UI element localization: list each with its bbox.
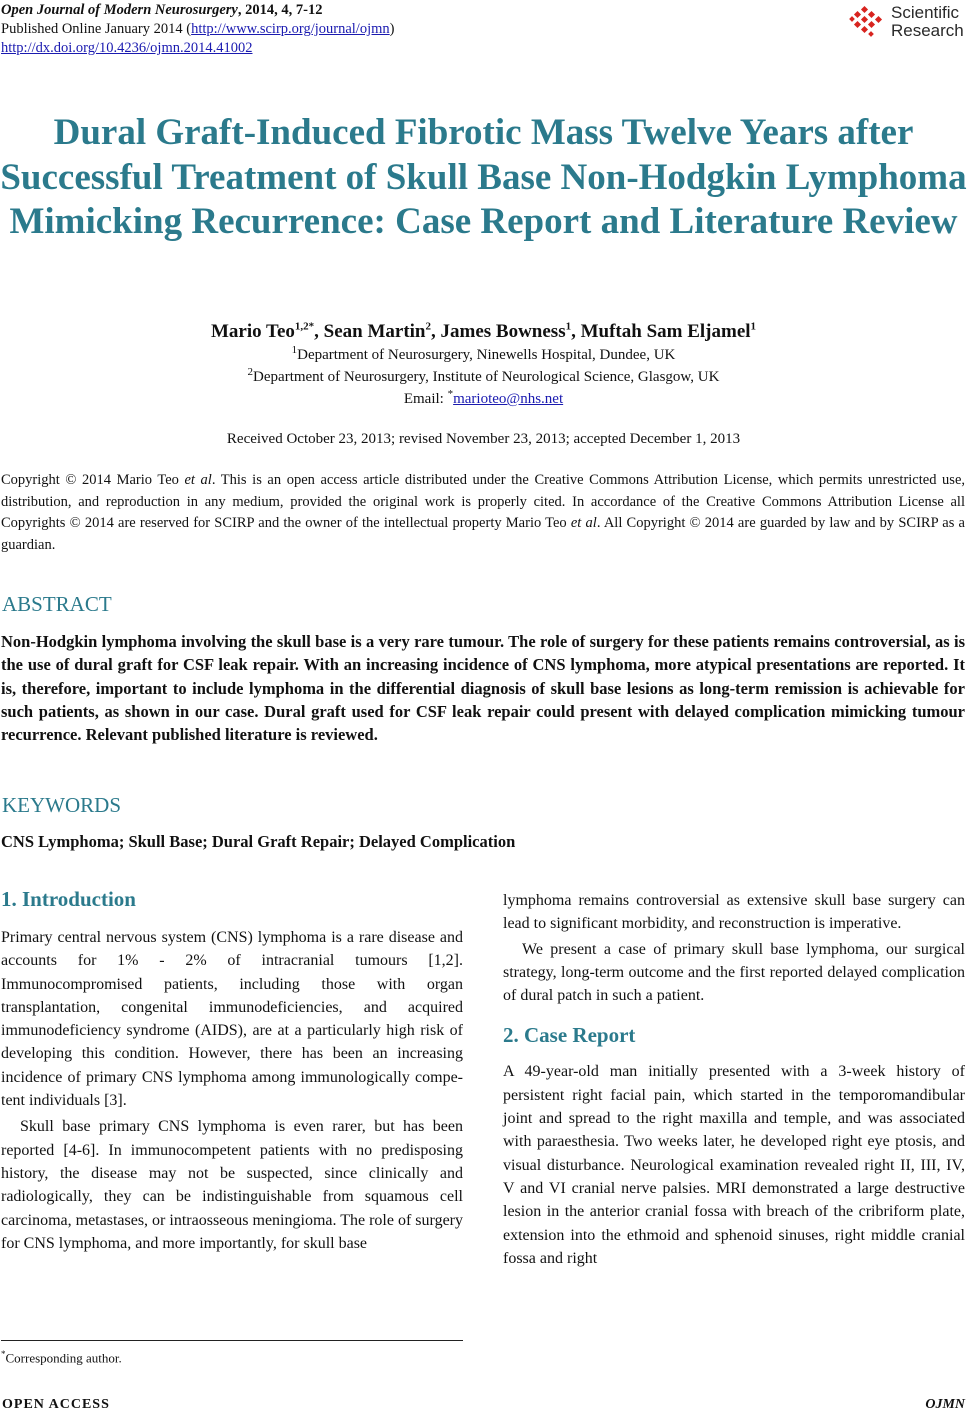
copyright-text: . This is an open access article distributed under the Creative Commons Attribution License, which permits unrestricted use, distribution, and reproduction in any medium, provided the original work is properly cited. In accordance of the Creative Commons Attribution License all Copyrights © 2014 are reserved for SCIRP and the owner of the intellectual property Mario Teo — [1, 472, 966, 531]
published-suffix: ) — [389, 21, 395, 37]
affiliation-mark: 1 — [291, 344, 298, 356]
publisher-logo-icon — [849, 4, 885, 40]
affiliation-mark: 2 — [247, 366, 254, 378]
affiliation-text: Department of Neurosurgery, Institute of Neurological Science, Glasgow, UK — [253, 369, 720, 385]
email-label: Email: — [403, 391, 448, 407]
journal-citation — [1, 1, 395, 20]
doi-link[interactable]: http://dx.doi.org/10.4236/ojmn.2014.41002 — [1, 40, 253, 56]
author-affiliation-mark: 1 — [750, 320, 757, 333]
left-column — [1, 886, 463, 1255]
article-title: Dural Graft-Induced Fibrotic Mass Twelve Years after Successful Treatment of Skull Base Non-Hodgkin Lymphoma Mimicking Recurrence: Case Report and Literature Review — [0, 112, 967, 242]
intro-paragraph-3: lymphoma remains controversial as extensive skull base surgery can lead to significant morbidity, and reconstruction is imperative. — [503, 892, 965, 933]
logo-text-line2: Research — [891, 21, 964, 40]
author-name: Sean Martin — [323, 321, 426, 342]
affiliation-1 — [0, 345, 967, 365]
journal-volume: , 2014, 4, 7-12 — [237, 2, 323, 18]
author-name: Mario Teo — [210, 321, 295, 342]
logo-text-line1: Scientific — [891, 3, 960, 22]
author-affiliation-mark: 2 — [425, 320, 431, 333]
keywords-heading: KEYWORDS — [2, 793, 121, 817]
right-column — [503, 889, 965, 1270]
footnote — [1, 1346, 122, 1366]
section-heading-case-report: 2. Case Report — [503, 1023, 636, 1048]
footer-journal-abbrev: OJMN — [925, 1397, 965, 1412]
affiliation-text: Department of Neurosurgery, Ninewells Hospital, Dundee, UK — [297, 347, 676, 363]
footnote-mark: * — [1, 1349, 6, 1359]
author-name: James Bowness — [440, 321, 566, 342]
journal-name: Open Journal of Modern Neurosurgery — [1, 2, 238, 18]
abstract-text: Non-Hodgkin lymphoma involving the skull base is a very rare tumour. The role of surgery for these patients remains controversial, as is the use of dural graft for CSF leak repair. With an increasing incidence of CNS lymphoma, more atypical presentations are reported. It is, therefore, important to include lymphoma in the differential diagnosis of skull base lesions as long-term remission is achievable for such patients, as shown in our case. Dural graft used for CSF leak repair could present with delayed complication mimicking tumour recurrence. Relevant published literature is reviewed. — [1, 632, 965, 745]
keywords-text: CNS Lymphoma; Skull Base; Dural Graft Repair; Delayed Complication — [1, 832, 516, 851]
email-mark: * — [447, 388, 454, 400]
abstract-body — [1, 630, 965, 746]
published-line — [1, 20, 395, 39]
copyright-text: . All Copyright © 2014 are guarded by law and by SCIRP as a guardian. — [1, 515, 965, 553]
copyright-etal: et al — [570, 515, 597, 531]
journal-url-link[interactable]: http://www.scirp.org/journal/ojmn — [191, 21, 390, 37]
abstract-heading: ABSTRACT — [2, 592, 112, 616]
author-separator: , — [571, 321, 581, 342]
intro-paragraph-1: Primary central nervous system (CNS) lymphoma is a rare disease and accounts for 1% - 2% of intracranial tumours [1,2]. Immunocompromised patients, including those with organ transplantation, congenital immunodeficiencies, and acquired immunodeficiency syndrome (AIDS), are at a particularly high risk of developing this condition. However, there has been an increasing incidence of primary CNS lymphoma among immunologically competent individuals [3]. — [1, 929, 463, 1110]
received-dates: Received October 23, 2013; revised November 23, 2013; accepted December 1, 2013 — [226, 431, 741, 447]
copyright-notice — [1, 470, 965, 556]
footer-open-access: OPEN ACCESS — [2, 1397, 110, 1412]
intro-paragraph-2: Skull base primary CNS lymphoma is even rarer, but has been reported [4-6]. In immunocompetent patients with no predisposing history, the disease may not be suspected, since clinically and radiologically, they can be indistinguishable from squamous cell carcinoma, metastases, or intraosseous meningioma. The role of surgery for CNS lymphoma, and more importantly, for skull base — [1, 1118, 463, 1252]
footnote-divider — [1, 1340, 463, 1341]
journal-header — [1, 1, 395, 58]
author-separator: , — [431, 321, 441, 342]
email-link[interactable]: marioteo@nhs.net — [453, 391, 564, 407]
email-line — [0, 389, 967, 409]
publisher-logo — [849, 2, 967, 42]
section-heading-introduction: 1. Introduction — [1, 887, 136, 911]
author-separator: , — [314, 321, 324, 342]
intro-paragraph-4: We present a case of primary skull base lymphoma, our surgical strategy, long-term outcome and the first reported delayed complication of dural patch in such a patient. — [503, 940, 965, 1005]
affiliation-2 — [0, 367, 967, 387]
author-list — [0, 319, 967, 345]
copyright-text: Copyright © 2014 Mario Teo — [1, 472, 185, 488]
copyright-etal: et al — [184, 472, 212, 488]
author-affiliation-mark: 1 — [565, 320, 572, 333]
doi-line — [1, 39, 395, 58]
published-prefix: Published Online January 2014 ( — [1, 21, 192, 37]
author-affiliation-mark: 1,2* — [294, 320, 315, 333]
footnote-text: Corresponding author. — [5, 1350, 122, 1366]
author-name: Muftah Sam Eljamel — [580, 321, 751, 342]
case-paragraph-1: A 49-year-old man initially presented with a 3-week history of persistent right facial pain, which started in the temporomandibular joint and spread to the right maxilla and temple, and was associated with paraesthesia. Two weeks later, he developed right eye ptosis, and visual disturbance. Neurological examination revealed right II, III, IV, V and VI cranial nerve palsies. MRI demonstrated a large destructive lesion in the anterior cranial fossa with breach of the cribriform plate, extension into the ethmoid and sphenoid sinuses, right middle cranial fossa and right — [503, 1063, 965, 1267]
